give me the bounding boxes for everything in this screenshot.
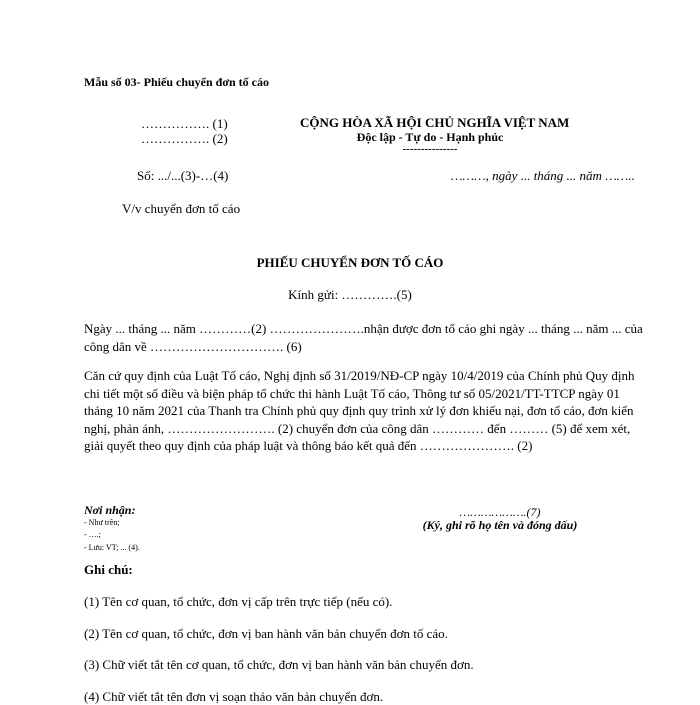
recipient-item: - Như trên; xyxy=(84,518,120,527)
signer-name-line: ……………….(7) xyxy=(459,505,541,519)
legal-basis-line-2: chi tiết một số điều và biện pháp tổ chức thi hành Luật Tố cáo, Thông tư số 05/2021/TT-TTCP ngày 01 xyxy=(84,385,620,401)
slogan-underline: --------------- xyxy=(402,143,458,155)
document-number: Số: .../...(3)-…(4) xyxy=(137,168,229,183)
note-item: (3) Chữ viết tắt tên cơ quan, tổ chức, đơn vị ban hành văn bản chuyển đơn. xyxy=(84,657,474,672)
recipient-item: - Lưu: VT; ... (4). xyxy=(84,543,140,552)
salutation: Kính gửi: ………….(5) xyxy=(288,287,412,302)
receipt-paragraph-line-2: công dân về …………………………. (6) xyxy=(84,338,302,354)
note-item: (2) Tên cơ quan, tổ chức, đơn vị ban hành văn bản chuyển đơn tố cáo. xyxy=(84,626,448,641)
legal-basis-line-5: giải quyết theo quy định của pháp luật và thông báo kết quả đến …………………. (2) xyxy=(84,438,533,453)
signature-instruction: (Ký, ghi rõ họ tên và đóng dấu) xyxy=(422,518,578,532)
date-line: ………, ngày ... tháng ... năm …….. xyxy=(451,168,635,183)
note-item: (1) Tên cơ quan, tổ chức, đơn vị cấp trên trực tiếp (nếu có). xyxy=(84,594,393,609)
sender-org-line-2: ……………. (2) xyxy=(141,131,228,146)
legal-basis-line-3: tháng 10 năm 2021 của Thanh tra Chính phủ quy định quy trình xử lý đơn khiếu nại, đơn tố cáo, đơn kiến xyxy=(84,403,634,418)
sender-org-line-1: ……………. (1) xyxy=(141,116,228,131)
legal-basis-line-4: nghị, phản ánh, ……………………. (2) chuyển đơn của công dân ………… đến ……… (5) để xem xét, xyxy=(84,420,631,436)
legal-basis-paragraph xyxy=(84,367,634,455)
recipient-item: - ….; xyxy=(84,530,101,539)
note-item: (4) Chữ viết tắt tên đơn vị soạn thảo văn bản chuyển đơn. xyxy=(84,689,384,704)
subject-line: V/v chuyển đơn tố cáo xyxy=(122,201,241,216)
receipt-paragraph xyxy=(84,320,643,355)
receipt-paragraph-line-1: Ngày ... tháng ... năm …………(2) ………………….nhận được đơn tố cáo ghi ngày ... tháng ... năm ... của xyxy=(84,321,643,336)
legal-basis-line-1: Căn cứ quy định của Luật Tố cáo, Nghị định số 31/2019/NĐ-CP ngày 10/4/2019 của Chính phủ Quy định xyxy=(84,368,635,383)
national-title: CỘNG HÒA XÃ HỘI CHỦ NGHĨA VIỆT NAM xyxy=(300,115,570,130)
form-title: Mẫu số 03- Phiếu chuyển đơn tố cáo xyxy=(84,75,269,89)
recipients-heading: Nơi nhận: xyxy=(84,503,136,517)
document-title: PHIẾU CHUYỂN ĐƠN TỐ CÁO xyxy=(256,255,444,270)
national-slogan: Độc lập - Tự do - Hạnh phúc xyxy=(356,130,504,144)
notes-heading: Ghi chú: xyxy=(84,562,133,577)
